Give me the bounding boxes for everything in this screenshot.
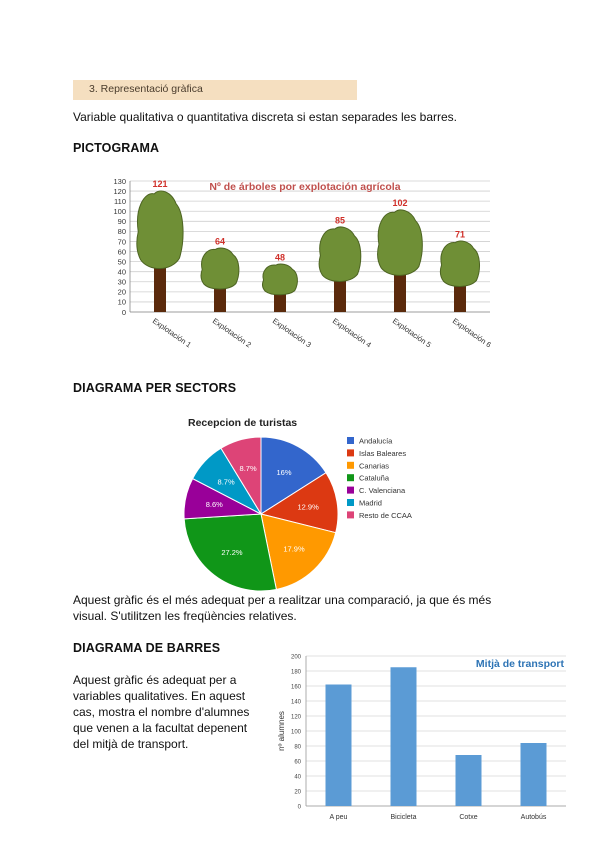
legend-label: Islas Baleares [359,448,407,458]
data-label: 121 [152,179,168,190]
y-tick-label: 80 [117,227,126,237]
y-tick-label: 180 [290,669,301,676]
y-tick-label: 60 [294,759,301,766]
slice-label: 8.6% [205,500,223,510]
y-axis-label: nº alumnes [277,711,286,751]
bars-text-line: del mitjà de transport. [73,737,189,751]
slice-label: 8.7% [239,464,257,474]
bar [326,685,352,807]
y-tick-label: 60 [117,247,126,257]
y-tick-label: 100 [113,207,126,217]
pictogram-chart [100,170,510,370]
x-tick-label: Explotación 2 [210,316,253,350]
y-tick-label: 90 [117,217,126,227]
bars-heading: DIAGRAMA DE BARRES [73,641,221,655]
intro-text: Variable qualitativa o quantitativa discreta si estan separades les barres. [73,110,457,124]
legend-label: Cataluña [359,473,390,483]
tree-crown [201,248,239,289]
y-tick-label: 130 [113,176,126,186]
y-tick-label: 30 [117,277,126,287]
section-title: 3. Representació gràfica [89,83,203,95]
y-tick-label: 40 [294,774,301,781]
bar [456,755,482,806]
transport-bar-chart [276,650,572,830]
legend-swatch [347,511,354,518]
y-tick-label: 0 [297,804,301,811]
pictogram-heading: PICTOGRAMA [73,141,160,155]
bars-text-line: que venen a la facultat depenent [73,721,248,735]
y-tick-label: 120 [113,186,126,196]
legend-swatch [347,474,354,481]
bar [521,743,547,806]
data-label: 64 [214,236,226,247]
legend-label: Canarias [359,461,390,471]
y-tick-label: 80 [294,744,301,751]
y-tick-label: 140 [290,699,301,706]
y-tick-label: 40 [117,267,126,277]
data-label: 71 [454,229,466,240]
y-tick-label: 0 [121,307,126,317]
x-tick-label: Explotación 3 [270,316,313,350]
y-tick-label: 70 [117,237,126,247]
slice-label: 8.7% [217,477,235,487]
x-tick-label: Bicicleta [390,814,417,821]
pie-chart [180,410,440,592]
legend-swatch [347,499,354,506]
legend-swatch [347,449,354,456]
tree-crown [377,210,422,275]
data-label: 48 [274,252,286,263]
y-tick-label: 10 [117,297,126,307]
tree-crown [137,191,183,268]
y-tick-label: 20 [117,287,126,297]
x-tick-label: Explotación 4 [330,316,373,350]
legend-swatch [347,487,354,494]
y-tick-label: 160 [290,684,301,691]
legend-label: Madrid [359,498,382,508]
tree-crown [262,264,297,295]
bars-text-line: cas, mostra el nombre d'alumnes [73,705,250,719]
slice-label: 16% [276,468,292,478]
bars-description [73,672,273,752]
chart-title: Nº de árboles por explotación agrícola [209,181,401,193]
legend-label: Andalucía [359,436,393,446]
slice-label: 12.9% [297,502,319,512]
legend-label: C. Valenciana [359,486,406,496]
x-tick-label: Explotación 6 [450,316,493,350]
pie-caption-line-2: visual. S'utilitzen les freqüències relatives. [73,609,297,623]
pie-caption-line-1: Aquest gràfic és el més adequat per a realitzar una comparació, ja que és més [73,593,492,607]
y-tick-label: 200 [290,654,301,661]
x-tick-label: Cotxe [459,814,478,821]
y-tick-label: 50 [117,257,126,267]
x-tick-label: Explotación 1 [150,316,193,350]
legend-swatch [347,462,354,469]
bar [391,667,417,806]
tree-crown [440,241,479,286]
x-tick-label: A peu [329,814,348,821]
bars-text-line: Aquest gràfic és adequat per a [73,673,237,687]
y-tick-label: 20 [294,789,301,796]
data-label: 85 [334,215,346,226]
y-tick-label: 110 [114,196,126,206]
data-label: 102 [392,198,408,209]
y-tick-label: 100 [290,729,301,736]
section-header [73,80,357,100]
chart-title: Recepcion de turistas [188,417,298,429]
y-tick-label: 120 [290,714,301,721]
chart-title: Mitjà de transport [475,658,564,670]
bars-text-line: variables qualitatives. En aquest [73,689,246,703]
pie-heading: DIAGRAMA PER SECTORS [73,381,237,395]
slice-label: 17.9% [283,544,305,554]
legend-swatch [347,437,354,444]
x-tick-label: Autobús [520,814,547,821]
legend-label: Resto de CCAA [359,510,412,520]
x-tick-label: Explotación 5 [390,316,433,350]
tree-crown [319,227,361,281]
slice-label: 27.2% [221,547,243,557]
